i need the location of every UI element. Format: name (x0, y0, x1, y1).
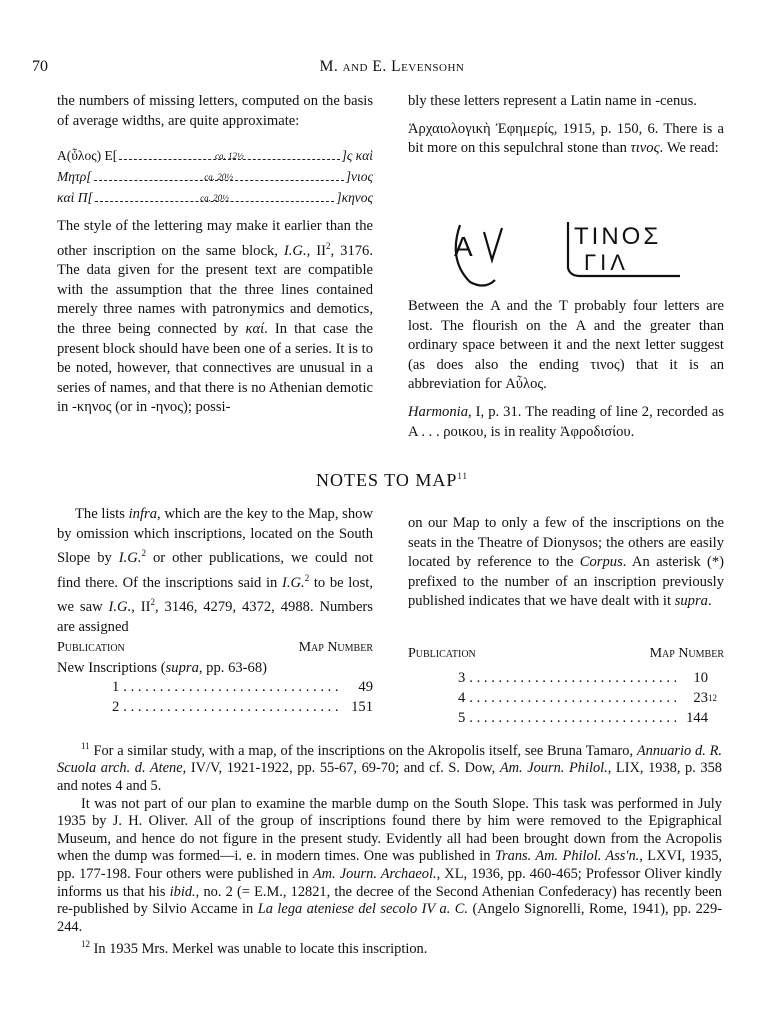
greek-word: τινος (630, 140, 660, 157)
superscript: 2 (326, 240, 331, 251)
ig-abbrev: I.G. (282, 574, 305, 591)
table-row (112, 677, 373, 697)
leader-dots (123, 697, 341, 717)
lacuna-line-3 (57, 187, 373, 208)
table-row (458, 688, 717, 708)
lacuna-dashes (119, 151, 339, 162)
lacuna-end: ]κηνος (336, 190, 373, 206)
text: on our Map to only a few of the inscriptions on the seats in the Theatre of Dionysos; the others are easily located by reference to the (408, 515, 724, 571)
notes-right-column (408, 514, 724, 612)
text: New Inscriptions ( (57, 660, 166, 676)
latin-word: infra (128, 506, 158, 522)
superscript: 2 (150, 597, 155, 608)
table-row (112, 697, 373, 717)
right-column-lower (408, 297, 724, 442)
latin-word: supra (165, 660, 199, 676)
text: , IV/V, 1921-1922, pp. 55-67, 69-70; and cf. S. Dow, (182, 760, 496, 777)
journal-title: Harmonia (408, 403, 468, 420)
text: , pp. 63-68) (198, 660, 267, 676)
between-paragraph: Between the Α and the Τ probably four letters are lost. The flourish on the Α and the greater than ordinary space between it and the next letter suggest (as does also the ending τινος) that it is an abbreviation for Αὖλος. (408, 298, 724, 393)
text: . In that case the present block should have been one of a series. It is to be noted, however, that connectives are unusual in a series of names, and that there is no Athenian demotic in -κηνος (or in -ηνος); possi- (57, 321, 373, 416)
style-paragraph (57, 217, 373, 418)
right-rows (408, 668, 724, 728)
lacuna-start: Μητρ[ (57, 169, 92, 185)
text: , no. 2 (= E.M., 12821, the decree of the Second Athenian Confederacy) has recently been re-published by Silvio Accame in (57, 883, 722, 918)
lacuna-dashes (95, 193, 335, 204)
running-head (0, 58, 784, 76)
text: , which are the key to the Map, show by omission which inscriptions, located on the South Slope by (57, 506, 373, 567)
footnote-number: 12 (81, 939, 90, 950)
section-title-text: NOTES TO MAP (315, 470, 458, 490)
col-publication: Publication (57, 640, 125, 655)
harmonia-paragraph (408, 403, 724, 442)
text: . An asterisk (*) prefixed to the number of an inscription previously published indicates that we have dealt with it (408, 554, 724, 610)
text: or other publications, we could not find there. Of the inscriptions said in (57, 550, 373, 591)
text: For a similar study, with a map, of the inscriptions on the Akropolis itself, see Bruna Tamaro, (93, 742, 634, 759)
leader-dots (469, 688, 676, 708)
corpus-word: Corpus (579, 554, 623, 571)
superscript: 2 (141, 548, 146, 559)
drawing-flourish (484, 228, 502, 260)
row-label: 3 (458, 670, 466, 686)
footnote-ref: 12 (708, 693, 717, 703)
lacuna-estimate: ca. 20½ (200, 193, 229, 204)
text: The style of the lettering may make it earlier than the other inscription on the same block, (57, 218, 373, 259)
ephemeris-paragraph (408, 120, 724, 159)
inscription-drawing (440, 210, 690, 295)
text: (Angelo Signorelli, Rome, 1941), pp. 229-244. (57, 901, 722, 935)
text: It was not part of our plan to examine the marble dump on the South Slope. This task was performed in July 1935 by J. H. Oliver. All of the group of inscriptions found there by him were removed to the Epigraphical Museum, and hence do not figure in the present study. Evidently all had been brought down from the Acropolis when the dump was formed—i. e. in modern times. One was published in (57, 795, 722, 865)
col-publication: Publication (408, 646, 476, 661)
greek-word: καί (245, 321, 265, 338)
drawing-letter-a: A (454, 231, 473, 262)
running-head-text: M. and E. Levensohn (319, 58, 465, 75)
latin-name-paragraph: bly these letters represent a Latin name in -cenus. (408, 93, 697, 109)
text: , II (131, 598, 151, 615)
journal-title: Am. Journ. Archaeol. (312, 865, 437, 882)
text: , II (306, 242, 326, 259)
text: , 3176. The data given for the present text are compatible with the assumption that the three lines contained merely three names with patronymics and demotics, the three being connected by (57, 242, 373, 338)
footnote-11-para-2 (57, 796, 722, 937)
lacunae-block (57, 145, 373, 208)
lacuna-dashes (94, 172, 344, 183)
intro-paragraph: the numbers of missing letters, computed on the basis of average widths, are quite approximate: (57, 93, 373, 129)
lacuna-estimate: ca. 12½ (215, 151, 244, 162)
text: . We read: (659, 140, 719, 157)
text: to be lost, we saw (57, 574, 373, 615)
row-value: 151 (351, 699, 373, 715)
table-header (408, 646, 724, 662)
drawing-line-2: ΓΙΛ (584, 250, 629, 275)
row-label: 4 (458, 690, 466, 706)
footnote-12 (57, 936, 722, 958)
journal-title: Trans. Am. Philol. Ass'n. (494, 848, 640, 865)
table-right (408, 646, 724, 728)
text: , 3146, 4279, 4372, 4988. Numbers are assigned (57, 598, 373, 635)
col-map-number: Map Number (298, 640, 373, 655)
latin-word: supra (674, 593, 708, 610)
book-title: La lega ateniese del secolo IV a. C. (257, 901, 468, 918)
ig-abbrev: I.G. (283, 242, 307, 259)
lacuna-end: ]νιος (345, 169, 373, 185)
ig-abbrev: I.G. (118, 550, 142, 567)
notes-left-column (57, 505, 373, 637)
row-label: 1 (112, 679, 120, 695)
group-title (57, 660, 373, 677)
text: , XL, 1936, pp. 460-465; Professor Oliver kindly informs us that his (57, 865, 723, 900)
text: In 1935 Mrs. Merkel was unable to locate this inscription. (93, 941, 428, 958)
journal-title: Am. Journ. Philol. (499, 760, 608, 777)
row-label: 5 (458, 710, 466, 726)
table-row (458, 668, 708, 688)
footnote-11 (57, 738, 722, 796)
ibid: ibid. (169, 883, 196, 900)
leader-dots (469, 668, 676, 688)
leader-dots (469, 708, 676, 728)
col-map-number: Map Number (649, 646, 724, 661)
journal-title: Annuario d. R. Scuola arch. d. Atene (57, 742, 722, 777)
table-row (458, 708, 708, 728)
lacuna-line-2 (57, 166, 373, 187)
left-rows (57, 677, 373, 717)
text: The lists (75, 506, 125, 522)
right-column-top (408, 92, 724, 159)
row-value: 144 (686, 710, 708, 726)
text: . (707, 593, 712, 610)
page-number: 70 (32, 58, 48, 75)
text: , 1915, p. 150, 6. There is a bit more on this sepulchral stone than (408, 120, 724, 157)
footnotes (57, 738, 722, 959)
row-value: 49 (358, 679, 373, 695)
text: , LIX, 1938, p. 358 and notes 4 and 5. (57, 760, 722, 794)
footnote-ref: 11 (457, 471, 469, 481)
left-column-top (57, 92, 373, 418)
row-value (680, 688, 717, 708)
ig-abbrev: I.G. (108, 598, 132, 615)
section-title (0, 470, 784, 491)
table-left (57, 640, 373, 717)
lacuna-end: ]ς καὶ (341, 148, 373, 164)
lacuna-start: καὶ Π[ (57, 190, 93, 206)
lacuna-line-1 (57, 145, 373, 166)
leader-dots (123, 677, 341, 697)
notes-right-paragraph (408, 514, 724, 612)
row-value: 10 (693, 670, 708, 686)
text: , LXVI, 1935, pp. 177-198. Four others were published in (57, 848, 722, 882)
footnote-number: 11 (81, 741, 90, 751)
lacuna-start: Α(ὖλος) Ε[ (57, 148, 118, 164)
table-header (57, 640, 373, 656)
notes-left-paragraph (57, 505, 373, 637)
journal-title: Ἀρχαιολογικὴ Ἐφημερίς (408, 120, 554, 137)
text: , I, p. 31. The reading of line 2, recorded as Α . . . ροικου, is in reality Ἀφροδισίου. (408, 403, 724, 440)
drawing-line-1: ΤΙΝΟΣ (574, 223, 662, 250)
lacuna-estimate: ca. 20½ (204, 172, 234, 183)
row-label: 2 (112, 699, 120, 715)
superscript: 2 (304, 572, 310, 583)
value-number: 23 (693, 690, 708, 706)
